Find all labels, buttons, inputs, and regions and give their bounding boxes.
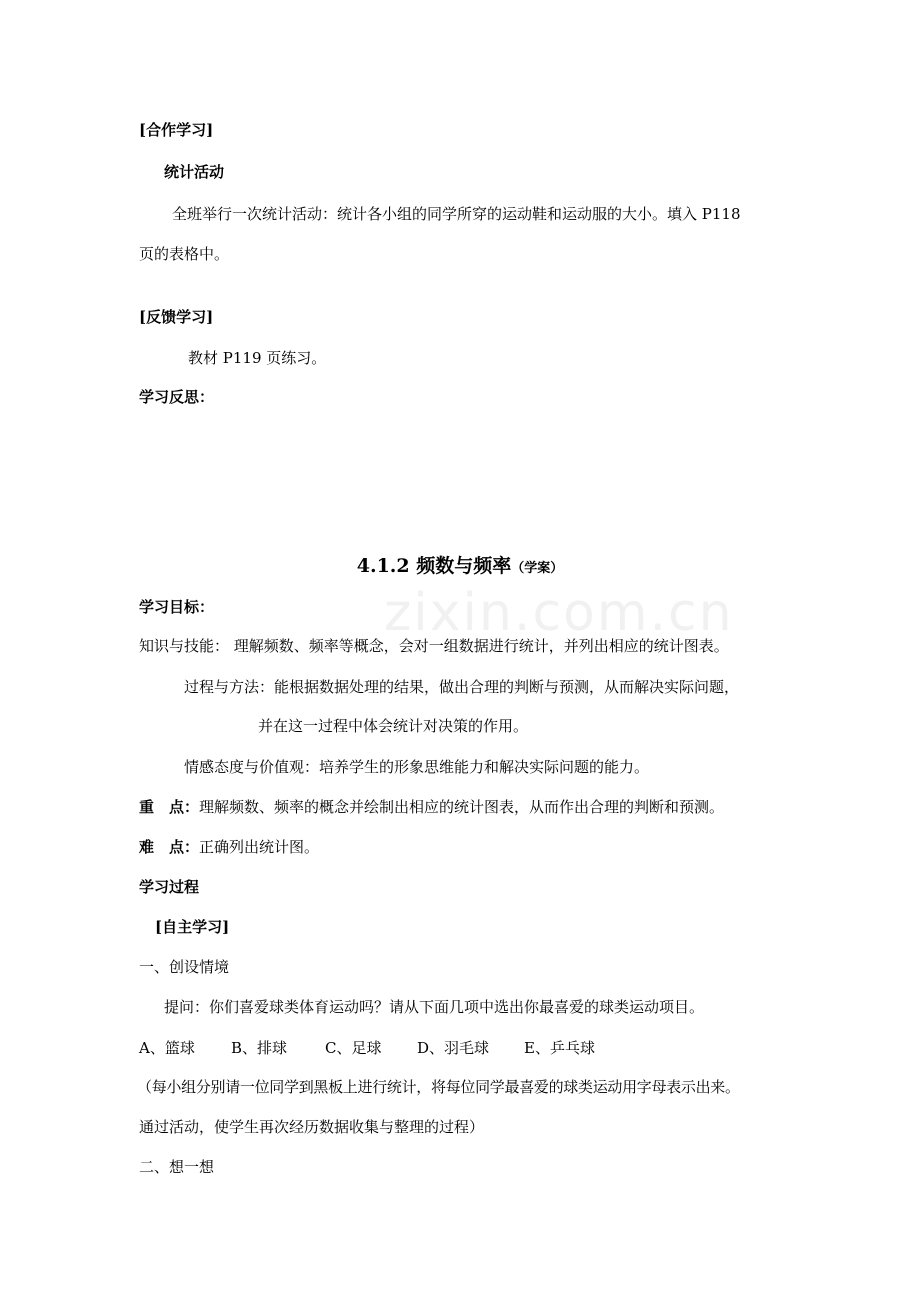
- option-a: A、篮球: [139, 1039, 195, 1057]
- title-main: 4.1.2 频数与频率: [356, 555, 512, 577]
- key-point-text: 理解频数、频率的概念并绘制出相应的统计图表，从而作出合理的判断和预测。: [199, 798, 725, 816]
- feedback-learning-heading: [反馈学习]: [139, 308, 214, 326]
- feedback-exercise-text: 教材 P119 页练习。: [188, 349, 327, 367]
- difficult-point-label: 难 点：: [139, 838, 200, 856]
- cooperative-learning-heading: [合作学习]: [139, 121, 214, 139]
- option-c: C、足球: [325, 1039, 382, 1057]
- objective-process-line2: 并在这一过程中体会统计对决策的作用。: [258, 717, 529, 735]
- reflection-label: 学习反思：: [139, 388, 215, 406]
- watermark: zixin.com.cn: [384, 583, 734, 643]
- statistics-activity-subheading: 统计活动: [164, 163, 225, 181]
- activity-note-line2: 通过活动，使学生再次经历数据收集与整理的过程）: [139, 1118, 485, 1136]
- difficult-point-text: 正确列出统计图。: [199, 838, 320, 856]
- option-d: D、羽毛球: [417, 1039, 490, 1057]
- page-title: [0, 551, 920, 578]
- process-heading: 学习过程: [139, 878, 200, 896]
- option-e: E、乒乓球: [524, 1039, 595, 1057]
- key-point: [139, 797, 724, 817]
- step2-heading: 二、想一想: [139, 1158, 215, 1176]
- question-text: 提问：你们喜爱球类体育运动吗？请从下面几项中选出你最喜爱的球类运动项目。: [164, 998, 705, 1016]
- self-study-heading: [自主学习]: [155, 918, 230, 936]
- activity-paragraph-line1: 全班举行一次统计活动：统计各小组的同学所穿的运动鞋和运动服的大小。填入 P118: [172, 205, 741, 223]
- options-row: [139, 1038, 595, 1058]
- step1-heading: 一、创设情境: [139, 958, 230, 976]
- objective-emotion: 情感态度与价值观：培养学生的形象思维能力和解决实际问题的能力。: [184, 758, 650, 776]
- objectives-heading: 学习目标：: [139, 598, 215, 616]
- activity-paragraph-line2: 页的表格中。: [139, 245, 230, 263]
- objective-process-line1: 过程与方法：能根据数据处理的结果，做出合理的判断与预测，从而解决实际问题，: [184, 678, 740, 696]
- title-sub: （学案）: [511, 561, 564, 576]
- difficult-point: [139, 837, 319, 857]
- activity-note-line1: （每小组分别请一位同学到黑板上进行统计，将每位同学最喜爱的球类运动用字母表示出来。: [137, 1078, 740, 1096]
- objective-knowledge: 知识与技能： 理解频数、频率等概念，会对一组数据进行统计，并列出相应的统计图表。: [139, 637, 729, 655]
- key-point-label: 重 点：: [139, 798, 200, 816]
- option-b: B、排球: [231, 1039, 288, 1057]
